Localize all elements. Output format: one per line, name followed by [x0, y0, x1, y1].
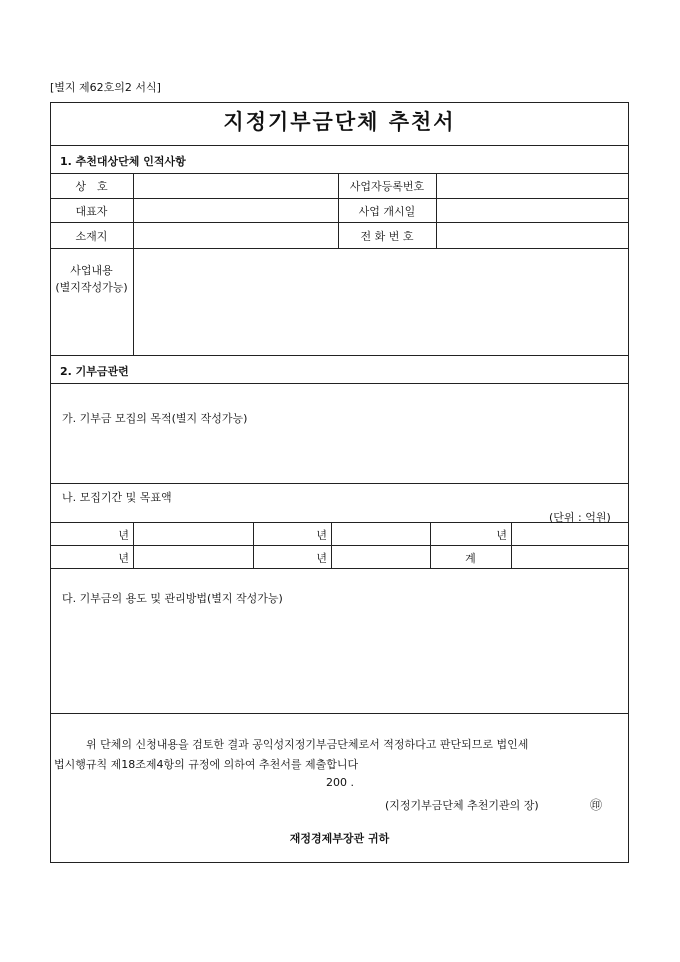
section1-divider	[50, 173, 629, 174]
year-label: 년	[118, 552, 129, 565]
total-label: 계	[465, 552, 476, 565]
period-column-rule	[331, 522, 332, 568]
period-column-rule	[511, 522, 512, 568]
start-date-label: 사업 개시일	[358, 205, 416, 218]
section2-heading: 2. 기부금관련	[60, 365, 129, 378]
unit-note: (단위 : 억원)	[549, 511, 611, 524]
usage-management-label: 다. 기부금의 용도 및 관리방법(별지 작성가능)	[62, 592, 283, 605]
phone-label: 전 화 번 호	[360, 230, 414, 243]
right-label-column-rule	[436, 173, 437, 248]
purpose-divider	[50, 483, 629, 484]
year-label: 년	[316, 552, 327, 565]
business-content-note: (별지작성가능)	[55, 281, 128, 294]
submission-date: 200 .	[326, 776, 354, 789]
year-label: 년	[118, 529, 129, 542]
usage-divider	[50, 713, 629, 714]
row-divider	[50, 198, 629, 199]
label-column-rule	[133, 173, 134, 355]
seal-mark: ㊞	[590, 798, 603, 812]
donation-purpose-label: 가. 기부금 모집의 목적(별지 작성가능)	[62, 412, 248, 425]
title-divider	[50, 145, 629, 146]
section1-heading: 1. 추천대상단체 인적사항	[60, 155, 186, 168]
period-table-top	[50, 522, 629, 523]
business-content-label: 사업내용	[70, 264, 113, 277]
period-column-rule	[133, 522, 134, 568]
addressee: 재정경제부장관 귀하	[289, 832, 390, 845]
declaration-line2: 법시행규칙 제18조제4항의 규정에 의하여 추천서를 제출합니다	[54, 758, 359, 771]
section2-top-divider	[50, 355, 629, 356]
year-label: 년	[316, 529, 327, 542]
location-label: 소재지	[75, 230, 108, 243]
period-amount-label: 나. 모집기간 및 목표액	[62, 491, 172, 504]
period-table-bottom	[50, 568, 629, 569]
signer-title: (지정기부금단체 추천기관의 장)	[385, 799, 539, 812]
year-label: 년	[496, 529, 507, 542]
row-divider	[50, 222, 629, 223]
form-number-label: [별지 제62호의2 서식]	[50, 81, 161, 94]
biz-reg-no-label: 사업자등록번호	[349, 180, 425, 193]
representative-label: 대표자	[75, 205, 108, 218]
page-title: 지정기부금단체 추천서	[223, 109, 456, 134]
declaration-line1: 위 단체의 신청내용을 검토한 결과 공익성지정기부금단체로서 적정하다고 판단되므로 법인세	[86, 738, 529, 751]
period-table-row	[50, 545, 629, 546]
row-divider	[50, 248, 629, 249]
company-name-label: 상 호	[75, 180, 108, 193]
section2-divider	[50, 383, 629, 384]
